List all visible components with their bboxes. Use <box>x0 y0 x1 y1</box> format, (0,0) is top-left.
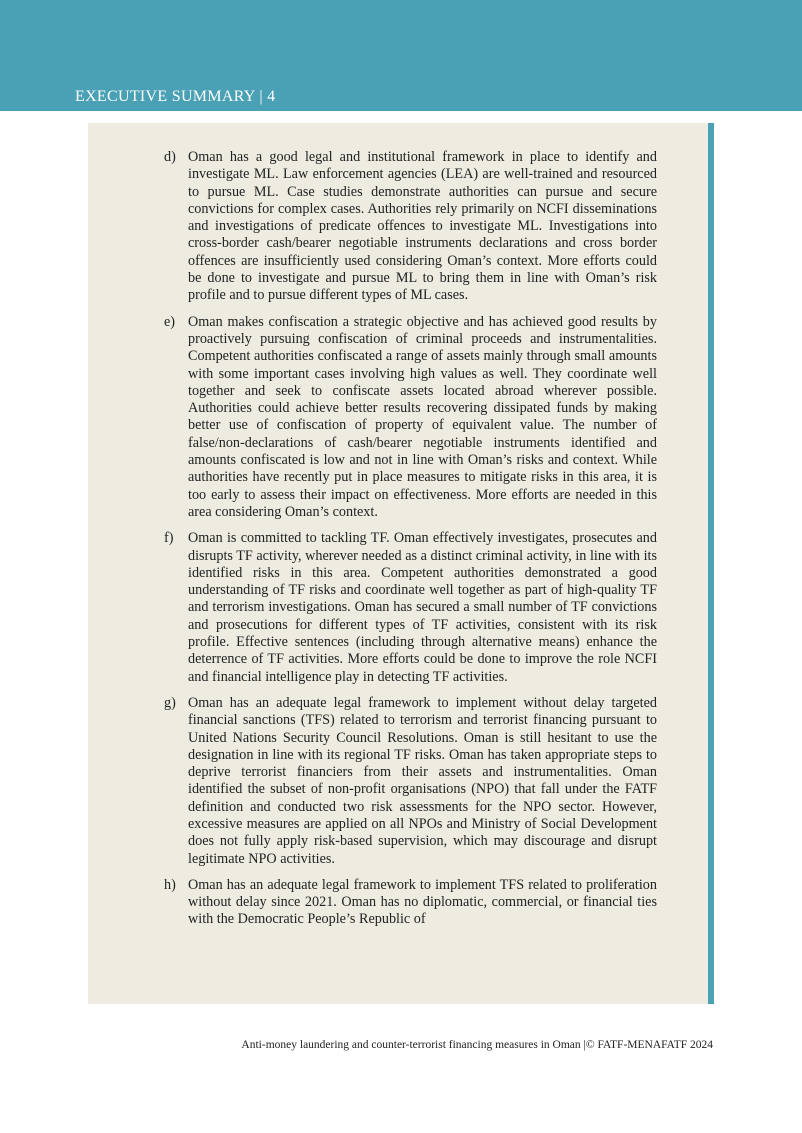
finding-text: Oman makes confiscation a strategic objective and has achieved good results by proactively pursuing confiscation of criminal proceeds and instrumentalities. Competent authorities confiscated a range of assets mainly through small amounts with some important cases involving high values as well. They coordinate well together and seek to confiscate assets located abroad wherever possible. Authorities could achieve better results recovering dissipated funds by making better use of confiscation of property of equivalent value. The number of false/non-declarations of cash/bearer negotiable instruments identified and amounts confiscated is low and not in line with Oman’s risks and context. While authorities have recently put in place measures to mitigate risks in this area, it is too early to assess their impact on effectiveness. More efforts are needed in this area considering Oman’s context. <box>188 313 657 520</box>
finding-e <box>164 314 657 522</box>
finding-text: Oman has an adequate legal framework to implement TFS related to proliferation without delay since 2021. Oman has no diplomatic, commercial, or financial ties with the Democratic People’s Republic of <box>188 876 657 928</box>
finding-label: f) <box>164 530 174 547</box>
finding-label: g) <box>164 694 176 711</box>
finding-text: Oman has a good legal and institutional framework in place to identify and investigate ML. Law enforcement agencies (LEA) are well-trained and resourced to pursue ML. Case studies demonstrate authorities can pursue and secure convictions for complex cases. Authorities rely primarily on NCFI disseminations and investigations of predicate offences to investigate ML. Investigations into cross-border cash/bearer negotiable instruments declarations and cross border offences are insufficiently used considering Oman’s context. More efforts could be done to investigate and pursue ML to bring them in line with Oman’s risk profile and to pursue different types of ML cases. <box>188 149 657 304</box>
finding-f <box>164 530 657 686</box>
page-title: EXECUTIVE SUMMARY | 4 <box>75 88 276 105</box>
finding-h <box>164 877 657 929</box>
finding-g <box>164 695 657 868</box>
finding-label: e) <box>164 313 176 330</box>
findings-list <box>164 149 657 938</box>
page-footer: Anti-money laundering and counter-terrorist financing measures in Oman |© FATF-MENAFATF 2024 <box>241 1039 713 1051</box>
header-band <box>0 0 802 111</box>
finding-d <box>164 149 657 305</box>
finding-label: h) <box>164 876 176 893</box>
finding-text: Oman has an adequate legal framework to implement without delay targeted financial sanctions (TFS) related to terrorism and terrorist financing pursuant to United Nations Security Council Resolutions. Oman is still hesitant to use the designation in line with its regional TF risks. Oman has taken appropriate steps to deprive terrorist financiers from their assets and instrumentalities. Oman identified the subset of non-profit organisations (NPO) that fall under the FATF definition and conducted two risk assessments for the NPO sector. However, excessive measures are applied on all NPOs and Ministry of Social Development does not fully apply risk-based supervision, which may discourage and disrupt legitimate NPO activities. <box>188 694 657 867</box>
finding-text: Oman is committed to tackling TF. Oman effectively investigates, prosecutes and disrupts TF activity, wherever needed as a distinct criminal activity, in line with its identified risks in this area. Competent authorities demonstrated a good understanding of TF risks and coordinate well together as part of high-quality TF and terrorism investigations. Oman has secured a small number of TF convictions and prosecutions for different types of TF activities, consistent with its risk profile. Effective sentences (including through alternative means) enhance the deterrence of TF activities. More efforts could be done to improve the role NCFI and financial intelligence play in detecting TF activities. <box>188 530 657 685</box>
panel-accent-bar <box>708 123 714 1004</box>
finding-label: d) <box>164 149 176 165</box>
